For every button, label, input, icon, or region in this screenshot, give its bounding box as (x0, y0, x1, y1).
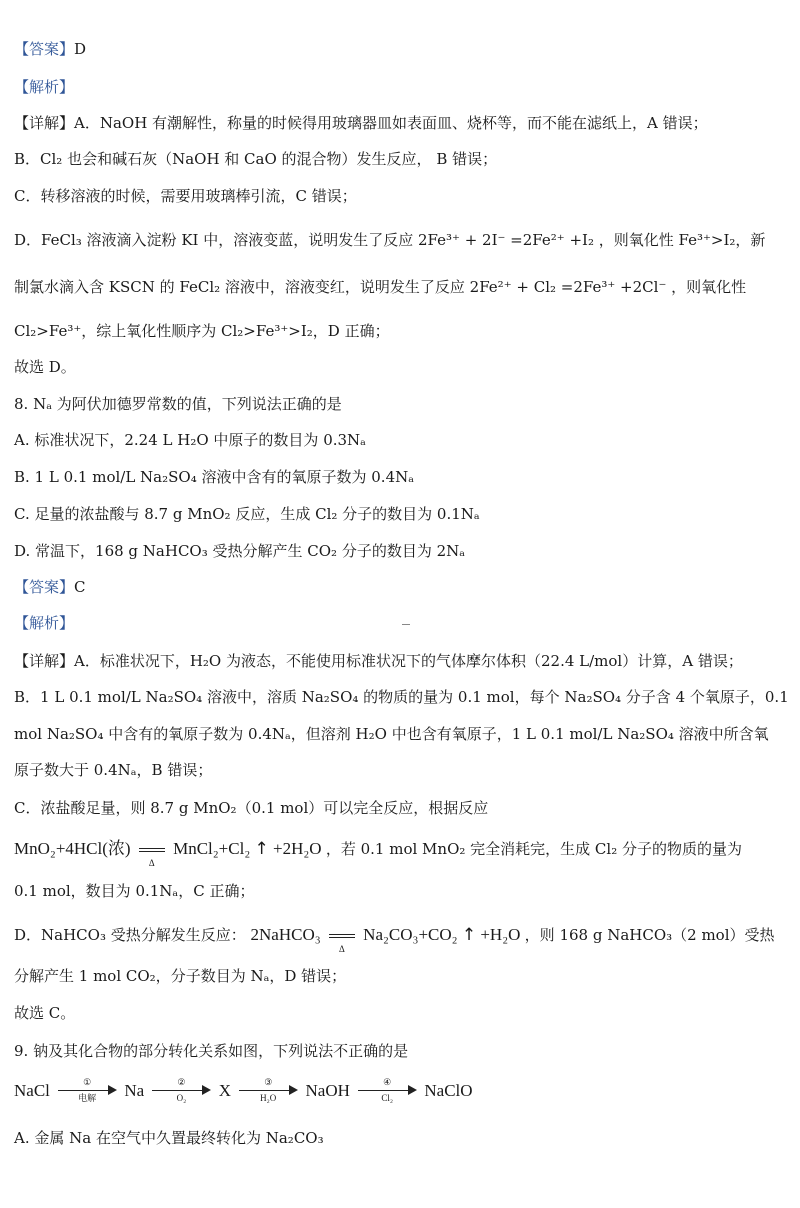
text-line (14, 229, 786, 251)
line-text: 9. 钠及其化合物的部分转化关系如图，下列说法不正确的是 (14, 1042, 409, 1060)
line-text: 故选 D。 (14, 358, 76, 376)
text-line (14, 965, 786, 987)
flow-node-na: Na (124, 1081, 145, 1100)
line-text: Cl₂>Fe³⁺，综上氧化性顺序为 Cl₂>Fe³⁺>I₂，D 正确； (14, 322, 390, 340)
conversion-flow-diagram (14, 1077, 473, 1105)
flow-arrow-3-condition: H₂O (260, 1093, 277, 1103)
line-text: D (74, 40, 87, 58)
section-tag: 【答案】 (14, 40, 75, 58)
line-text: mol Na₂SO₄ 中含有的氧原子数为 0.4Nₐ，但溶剂 H₂O 中也含有氧原子，1 L 0.1 mol/L Na₂SO₄ 溶液中所含氧 (14, 725, 769, 743)
text-line (14, 880, 786, 902)
flow-arrow-2 (150, 1077, 212, 1105)
stray-mark-divider (402, 624, 410, 625)
text-line (14, 612, 786, 634)
text-line (14, 429, 786, 451)
text-line (14, 38, 786, 60)
text-line (14, 797, 786, 819)
text-line (14, 540, 786, 562)
text-line (14, 686, 789, 708)
eq2-rhs: Na₂CO₃+CO₂ (363, 925, 458, 944)
line-text: 原子数大于 0.4Nₐ，B 错误； (14, 761, 213, 779)
equation-mno2-hcl (14, 838, 786, 869)
text-line (14, 320, 786, 342)
line-text: C．转移溶液的时候，需要用玻璃棒引流，C 错误； (14, 187, 357, 205)
flow-node-naoh: NaOH (305, 1081, 350, 1100)
section-tag: 【解析】 (14, 614, 75, 632)
line-text: 分解产生 1 mol CO₂，分子数目为 Nₐ，D 错误； (14, 967, 347, 985)
line-text: 8. Nₐ 为阿伏加德罗常数的值，下列说法正确的是 (14, 395, 342, 413)
line-text: C (74, 578, 86, 596)
eq2-rhs2: +H₂O (480, 925, 521, 944)
section-tag: 【答案】 (14, 578, 75, 596)
flow-arrow-1-condition: 电解 (78, 1093, 97, 1103)
text-line (14, 576, 786, 598)
flow-node-naclo: NaClO (424, 1081, 473, 1100)
text-line (14, 356, 786, 378)
line-text: 0.1 mol，数目为 0.1Nₐ，C 正确； (14, 882, 255, 900)
line-text: A. 标准状况下，2.24 L H₂O 中原子的数目为 0.3Nₐ (14, 431, 366, 449)
gas-up-arrow-icon: ↑ (461, 925, 477, 945)
line-text: 故选 C。 (14, 1004, 76, 1022)
line-text: A. 金属 Na 在空气中久置最终转化为 Na₂CO₃ (14, 1129, 324, 1147)
eq2-lhs: 2NaHCO₃ (250, 925, 321, 944)
flow-arrow-1-step: ① (83, 1077, 92, 1087)
text-line (14, 276, 786, 298)
line-text: 【详解】A．标准状况下，H₂O 为液态，不能使用标准状况下的气体摩尔体积（22.4 L/mol）计算，A 错误； (14, 652, 743, 670)
flow-arrow-1 (56, 1077, 118, 1105)
eq2-condition: Δ (339, 944, 345, 955)
flow-arrow-4 (356, 1077, 418, 1105)
line-text: B. 1 L 0.1 mol/L Na₂SO₄ 溶液中含有的氧原子数为 0.4Nₐ (14, 468, 415, 486)
line-text: 制氯水滴入含 KSCN 的 FeCl₂ 溶液中，溶液变红，说明发生了反应 2Fe²⁺ + Cl₂ =2Fe³⁺ +2Cl⁻ ，则氧化性 (14, 278, 747, 296)
eq1-rhs: MnCl₂+Cl₂ (173, 839, 251, 858)
eq1-condition: Δ (148, 858, 155, 869)
eq1-equals-sign (135, 839, 169, 869)
eq2-tail: ，则 168 g NaHCO₃（2 mol）受热 (524, 926, 775, 944)
line-text: B．1 L 0.1 mol/L Na₂SO₄ 溶液中，溶质 Na₂SO₄ 的物质的量为 0.1 mol，每个 Na₂SO₄ 分子含 4 个氧原子，0.1 (14, 688, 789, 706)
text-line (14, 1127, 786, 1149)
text-line (14, 759, 786, 781)
eq1-lhs: MnO₂+4HCl(浓) (14, 839, 131, 858)
line-text: D. 常温下，168 g NaHCO₃ 受热分解产生 CO₂ 分子的数目为 2Nₐ (14, 542, 466, 560)
eq1-tail: ，若 0.1 mol MnO₂ 完全消耗完，生成 Cl₂ 分子的物质的量为 (325, 840, 742, 858)
text-line (14, 76, 786, 98)
section-tag: 【解析】 (14, 78, 75, 96)
text-line (14, 1002, 786, 1024)
gas-up-arrow-icon: ↑ (254, 839, 269, 859)
text-line (14, 148, 786, 170)
text-line (14, 185, 786, 207)
line-text: C. 足量的浓盐酸与 8.7 g MnO₂ 反应，生成 Cl₂ 分子的数目为 0.1Nₐ (14, 505, 480, 523)
flow-node-nacl: NaCl (14, 1081, 50, 1100)
flow-arrow-2-step: ② (177, 1077, 186, 1087)
text-line (14, 503, 786, 525)
line-text: D．FeCl₃ 溶液滴入淀粉 KI 中，溶液变蓝，说明发生了反应 2Fe³⁺ + 2I⁻ =2Fe²⁺ +I₂ ，则氧化性 Fe³⁺>I₂，新 (14, 231, 766, 249)
eq1-rhs2: +2H₂O (273, 839, 322, 858)
flow-arrow-2-condition: O₂ (176, 1093, 187, 1103)
flow-node-x: X (218, 1081, 231, 1100)
line-text: C．浓盐酸足量，则 8.7 g MnO₂（0.1 mol）可以完全反应，根据反应 (14, 799, 489, 817)
eq2-head: D．NaHCO₃ 受热分解发生反应： (14, 926, 246, 944)
flow-arrow-4-step: ④ (383, 1077, 392, 1087)
text-line (14, 466, 786, 488)
flow-arrow-4-condition: Cl₂ (381, 1093, 393, 1103)
eq2-equals-sign (325, 925, 359, 955)
text-line (14, 650, 786, 672)
text-line (14, 1040, 786, 1062)
text-line (14, 723, 786, 745)
flow-arrow-3 (237, 1077, 299, 1105)
text-line (14, 112, 786, 134)
equation-nahco3-decomp (14, 924, 786, 955)
text-line (14, 393, 786, 415)
line-text: 【详解】A．NaOH 有潮解性，称量的时候得用玻璃器皿如表面皿、烧杯等，而不能在滤纸上，A 错误； (14, 114, 708, 132)
flow-arrow-3-step: ③ (264, 1077, 273, 1087)
line-text: B．Cl₂ 也会和碱石灰（NaOH 和 CaO 的混合物）发生反应， B 错误； (14, 150, 498, 168)
